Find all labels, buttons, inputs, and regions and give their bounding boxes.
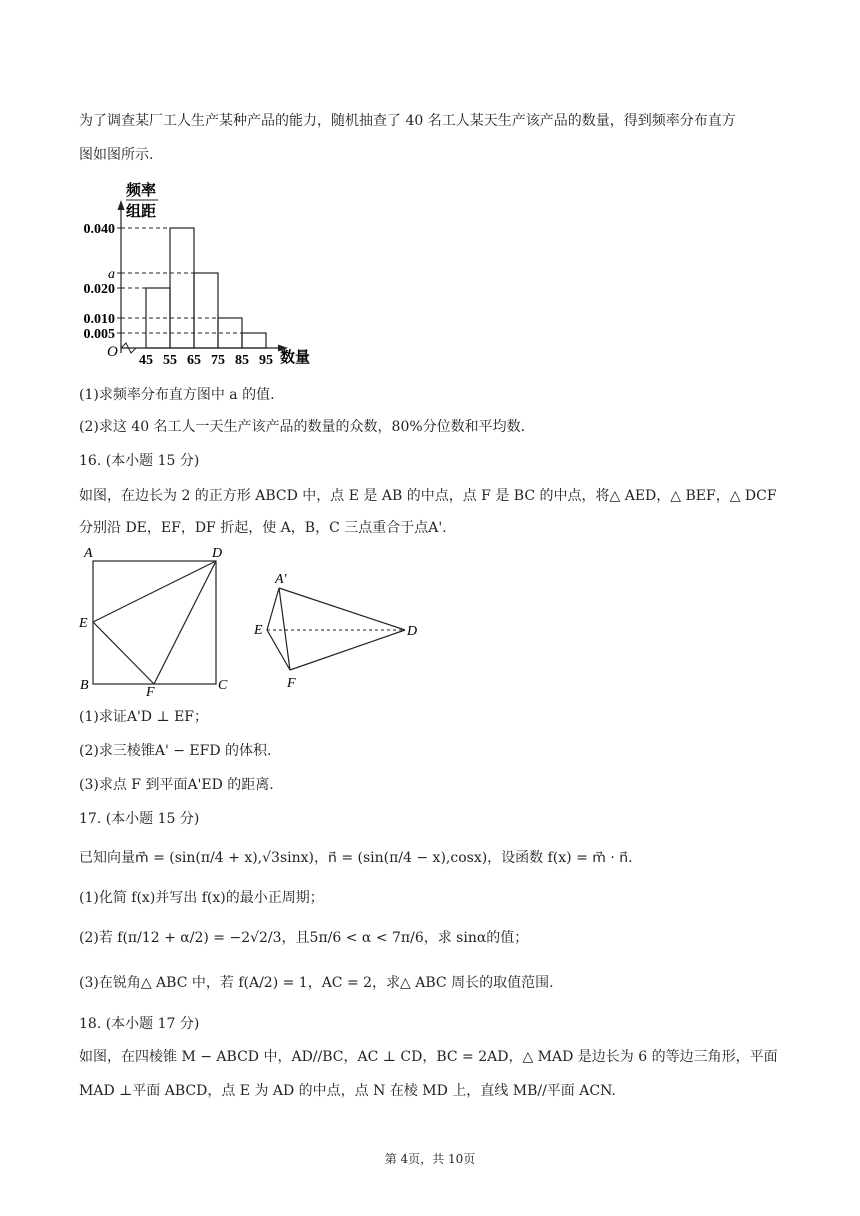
label-E2: E xyxy=(254,623,263,638)
y-tick-label-2: 0.020 xyxy=(83,282,115,297)
q18-stem-line2: MAD ⊥平面 ABCD，点 E 为 AD 的中点，点 N 在棱 MD 上，直线 MB//平面 ACN. xyxy=(79,1083,616,1099)
x-tick-label-95: 95 xyxy=(259,353,273,368)
label-D: D xyxy=(212,546,223,561)
q16-stem-line2: 分别沿 DE，EF，DF 折起，使 A，B，C 三点重合于点A'. xyxy=(79,520,447,536)
label-B: B xyxy=(80,678,89,693)
y-tick-label-3: 0.010 xyxy=(83,312,115,327)
q16-part1: (1)求证A'D ⊥ EF； xyxy=(79,709,209,725)
problem-intro-line1: 为了调查某厂工人生产某种产品的能力，随机抽查了 40 名工人某天生产该产品的数量，得到频率分布直方 xyxy=(79,113,736,129)
problem-intro-line2: 图如图所示. xyxy=(79,147,154,163)
q15-part1: (1)求频率分布直方图中 a 的值. xyxy=(79,387,275,403)
q17-stem: 已知向量m⃗ = (sin(π/4 + x),√3sinx)，n⃗ = (sin(π/4 − x),cosx)，设函数 f(x) = m⃗ · n⃗. xyxy=(79,850,633,866)
x-tick-label-55: 55 xyxy=(163,353,177,368)
label-E: E xyxy=(79,616,88,631)
y-tick-label-4: 0.005 xyxy=(83,327,115,342)
tetrahedron-figure xyxy=(250,568,430,692)
label-D2: D xyxy=(407,624,418,639)
q16-part3: (3)求点 F 到平面A'ED 的距离. xyxy=(79,777,274,793)
x-tick-label-85: 85 xyxy=(235,353,249,368)
frequency-histogram xyxy=(76,178,326,368)
histogram-bar-55-65 xyxy=(170,228,194,348)
q17-part1: (1)化简 f(x)并写出 f(x)的最小正周期； xyxy=(79,890,324,906)
q17-part3: (3)在锐角△ ABC 中，若 f(A/2) = 1，AC = 2，求△ ABC 周长的取值范围. xyxy=(79,975,554,991)
y-axis-arrow xyxy=(118,200,125,210)
q18-stem-line1: 如图，在四棱锥 M − ABCD 中，AD//BC，AC ⊥ CD，BC = 2AD，△ MAD 是边长为 6 的等边三角形，平面 xyxy=(79,1049,778,1065)
page-footer: 第 4页，共 10页 xyxy=(384,1152,476,1166)
x-tick-label-75: 75 xyxy=(211,353,225,368)
q17-heading: 17. (本小题 15 分) xyxy=(79,811,200,827)
square-figure xyxy=(78,545,238,697)
q16-part2: (2)求三棱锥A' − EFD 的体积. xyxy=(79,743,272,759)
q15-part2: (2)求这 40 名工人一天生产该产品的数量的众数，80%分位数和平均数. xyxy=(79,419,526,435)
x-axis-label: 数量 xyxy=(280,350,311,366)
origin-label: O xyxy=(107,344,118,360)
y-axis-label-bottom: 组距 xyxy=(126,204,157,220)
label-F: F xyxy=(146,685,155,697)
y-tick-label-1: a xyxy=(108,267,115,282)
x-tick-label-65: 65 xyxy=(187,353,201,368)
label-A: A xyxy=(84,546,93,561)
label-A-prime: A' xyxy=(275,572,287,587)
histogram-bar-65-75 xyxy=(194,273,218,348)
label-F2: F xyxy=(287,676,296,691)
x-tick-label-45: 45 xyxy=(139,353,153,368)
y-tick-label-0: 0.040 xyxy=(83,222,115,237)
q16-stem-line1: 如图，在边长为 2 的正方形 ABCD 中，点 E 是 AB 的中点，点 F 是 BC 的中点，将△ AED，△ BEF，△ DCF xyxy=(79,488,777,504)
q18-heading: 18. (本小题 17 分) xyxy=(79,1016,200,1032)
y-axis-label-top: 频率 xyxy=(126,183,157,199)
histogram-bar-85-95 xyxy=(242,333,266,348)
q16-heading: 16. (本小题 15 分) xyxy=(79,453,200,469)
q17-part2: (2)若 f(π/12 + α/2) = −2√2/3，且5π/6 < α < 7π/6，求 sinα的值； xyxy=(79,930,529,946)
label-C: C xyxy=(218,678,228,693)
